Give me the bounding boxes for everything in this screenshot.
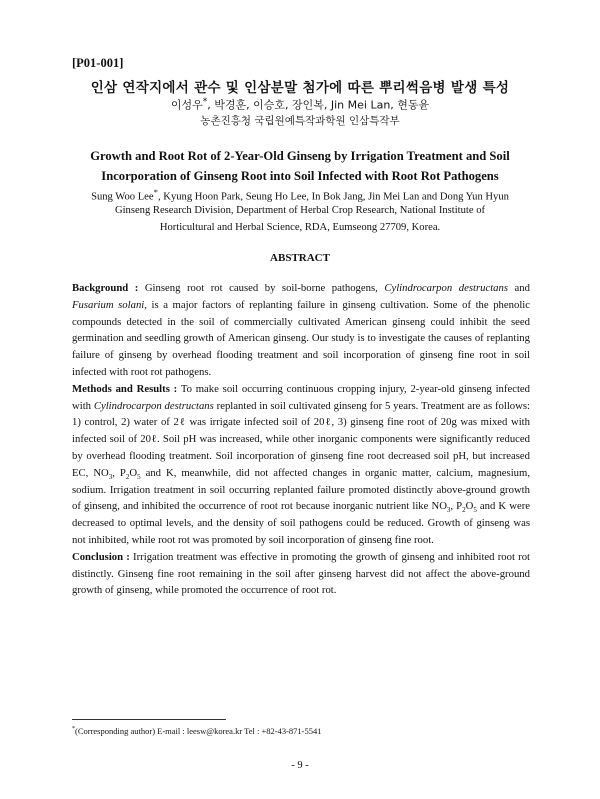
subscript: 3 — [446, 506, 451, 515]
methods-text: O — [129, 466, 138, 479]
abstract-code: [P01-001] — [72, 56, 124, 70]
subscript: 2 — [462, 506, 466, 515]
english-title-line-1: Growth and Root Rot of 2-Year-Old Ginseng by Irrigation Treatment and Soil — [90, 149, 510, 163]
conclusion-text: Irrigation treatment was effective in promoting the growth of ginseng and inhibited root rot distinctly. Ginseng fine root remaining in the soil after ginseng harvest did not affect the above-ground growth of ginseng, while promoted the occurrence of root rot. — [72, 550, 531, 597]
english-authors — [40, 187, 560, 203]
methods-label: Methods and Results : — [72, 382, 178, 395]
english-author-first: Sung Woo Lee — [91, 191, 154, 203]
methods-text: replanted in soil cultivated ginseng for 5 years. Treatment are as follows: 1) control, 2) water of 2ℓ was irrigate infected soil of 20ℓ, 3) ginseng fine root of 20g was mixed with infected soil of 20ℓ. Soil pH was increased, while other inorganic components were significantly reduced by overhead flooding treatment. Soil incorporation of ginseng fine root decreased soil pH, but increased EC, NO — [72, 399, 530, 479]
english-affiliation — [40, 203, 560, 236]
background-text: Ginseng root rot caused by soil-borne pathogens, — [138, 282, 385, 294]
methods-text: , P — [112, 466, 126, 479]
korean-title: 인삼 연작지에서 관수 및 인삼분말 첨가에 따른 뿌리썩음병 발생 특성 — [90, 80, 510, 96]
korean-author-rest: , 박경훈, 이승호, 장인복, Jin Mei Lan, 현동윤 — [207, 98, 430, 112]
korean-authors — [0, 96, 600, 113]
pathogen-name: Cylindrocarpon destructans — [93, 399, 214, 412]
background-text: and — [508, 282, 530, 294]
conclusion-label: Conclusion : — [72, 550, 130, 563]
korean-affiliation: 농촌진흥청 국립원예특작과학원 인삼특작부 — [200, 115, 400, 127]
abstract-heading: ABSTRACT — [270, 252, 330, 264]
english-title — [40, 146, 560, 186]
page-number: - 9 - — [291, 760, 309, 771]
methods-paragraph — [72, 381, 530, 549]
conclusion-paragraph — [72, 549, 530, 599]
background-text: , is a major factors of replanting failure in ginseng cultivation. Some of the phenolic compounds detected in the soil of commercially cultivated American ginseng could inhibit the seed germination and seedling growth of American ginseng. Our study is to investigate the causes of replanting failure of ginseng by overhead flooding treatment and soil incorporation of ginseng fine root in soil infected with root rot pathogens. — [72, 298, 531, 378]
subscript: 3 — [108, 472, 113, 481]
korean-author-first: 이성우 — [170, 98, 203, 112]
pathogen-name: Fusarium solani — [72, 298, 145, 311]
methods-text: To make soil occurring continuous cropping injury, 2-year-old ginseng infected with — [72, 382, 531, 412]
english-affiliation-line-2: Horticultural and Herbal Science, RDA, Eumseong 27709, Korea. — [159, 221, 441, 233]
corresponding-mark: * — [202, 96, 208, 107]
methods-text: and K, meanwhile, did not affected changes in organic matter, calcium, magnesium, sodium. Irrigation treatment in soil occurring replanted failure promoted distinctly above-ground growth of ginseng, and inhibited the occurrence of root rot because inorganic nutrient like NO — [72, 466, 530, 513]
corresponding-mark: * — [153, 187, 158, 197]
background-paragraph — [72, 280, 530, 381]
footnote — [72, 726, 322, 736]
pathogen-name: Cylindrocarpon destructans — [384, 282, 509, 294]
subscript: 5 — [473, 506, 477, 515]
abstract-body — [72, 280, 530, 599]
background-label: Background : — [72, 282, 139, 294]
subscript: 2 — [125, 472, 130, 481]
methods-text: , P — [450, 500, 463, 513]
english-affiliation-line-1: Ginseng Research Division, Department of Herbal Crop Research, National Institute of — [114, 205, 486, 216]
subscript: 5 — [137, 472, 141, 481]
footnote-divider — [72, 719, 226, 720]
footnote-text: (Corresponding author) E-mail : leesw@korea.kr Tel : +82-43-871-5541 — [75, 726, 322, 736]
english-author-rest: , Kyung Hoon Park, Seung Ho Lee, In Bok Jang, Jin Mei Lan and Dong Yun Hyun — [158, 191, 509, 203]
english-title-line-2: Incorporation of Ginseng Root into Soil Infected with Root Rot Pathogens — [101, 169, 499, 183]
methods-text: and K were decreased to optimal levels, and the density of soil pathogens could be reduced. Growth of ginseng was not inhibited, while root rot was promoted by soil incorporation of ginseng fine root. — [72, 500, 531, 546]
methods-text: O — [465, 500, 474, 513]
footnote-mark: * — [72, 726, 75, 733]
